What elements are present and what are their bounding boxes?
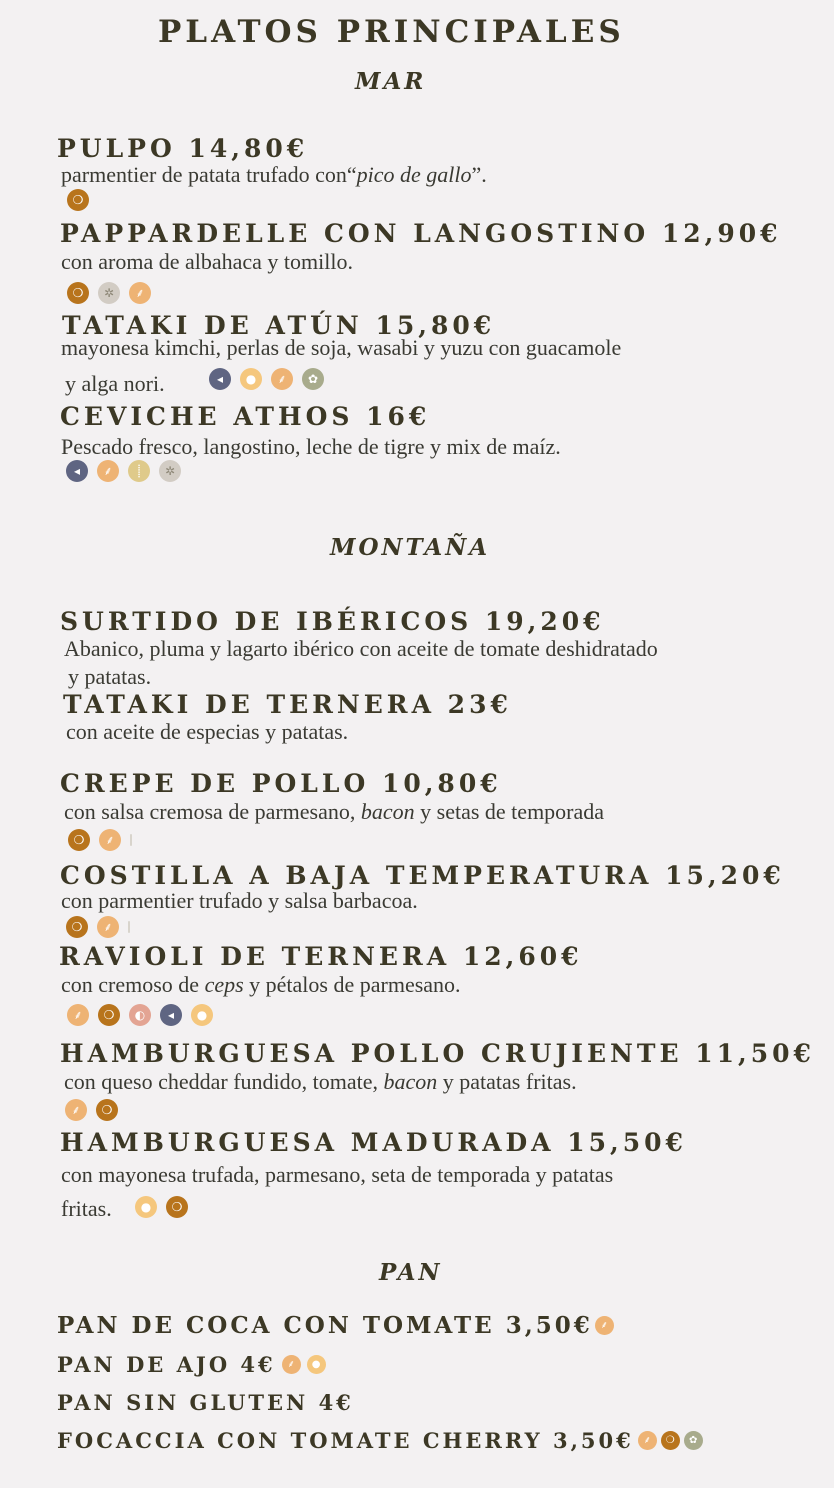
crustacean-icon: ✲ [98,282,120,304]
dish-desc-ceviche: Pescado fresco, langostino, leche de tigre y mix de maíz. [61,434,561,459]
gluten-icon: ⸙ [99,829,121,851]
milk-icon: ❍ [98,1004,120,1026]
milk-icon: ❍ [68,829,90,851]
egg-icon: ● [191,1004,213,1026]
divider-mark [130,834,132,846]
gluten-icon: ⸙ [129,282,151,304]
egg-icon: ● [307,1355,326,1374]
dish-name-tataki-atun: TATAKI DE ATÚN 15,80€ [62,311,496,340]
mustard-icon: ✿ [302,368,324,390]
bread-item-label: FOCACCIA CON TOMATE CHERRY 3,50€ [57,1428,634,1453]
milk-icon: ❍ [67,282,89,304]
milk-icon: ❍ [96,1099,118,1121]
milk-icon: ❍ [67,189,89,211]
fish-icon: ◂ [209,368,231,390]
gluten-icon: ⸙ [97,916,119,938]
soy-icon: ⸽ [128,460,150,482]
dish-desc-pappardelle: con aroma de albahaca y tomillo. [61,249,353,274]
dish-desc-hamburguesa-madurada-1: con mayonesa trufada, parmesano, seta de temporada y patatas [61,1162,614,1187]
dish-name-surtido: SURTIDO DE IBÉRICOS 19,20€ [60,607,605,636]
dish-desc-hamburguesa-pollo: con queso cheddar fundido, tomate, bacon y patatas fritas. [64,1069,577,1094]
dish-desc-tataki-ternera: con aceite de especias y patatas. [66,719,349,744]
gluten-icon: ⸙ [67,1004,89,1026]
bread-item-label: PAN DE AJO 4€ [57,1352,276,1377]
dish-name-hamburguesa-madurada: HAMBURGUESA MADURADA 15,50€ [60,1128,687,1157]
dish-desc-surtido-2: y patatas. [68,664,152,689]
dish-desc-tataki-atun-2: y alga nori. [65,371,165,396]
bread-item-label: PAN DE COCA CON TOMATE 3,50€ [57,1312,593,1339]
divider-mark [128,921,130,933]
dish-name-pappardelle: PAPPARDELLE CON LANGOSTINO 12,90€ [60,219,782,248]
allergens-ceviche [66,460,181,482]
gluten-icon: ⸙ [282,1355,301,1374]
bread-item [57,1428,703,1453]
gluten-icon: ⸙ [97,460,119,482]
dish-name-pulpo: PULPO 14,80€ [57,134,309,163]
milk-icon: ❍ [661,1431,680,1450]
section-title-montana: MONTAÑA [330,534,491,561]
allergens-pappardelle [67,282,151,304]
dish-desc-crepe: con salsa cremosa de parmesano, bacon y setas de temporada [64,799,605,824]
bread-item [57,1312,614,1339]
bread-item-label: PAN SIN GLUTEN 4€ [57,1390,354,1415]
dish-name-hamburguesa-pollo: HAMBURGUESA POLLO CRUJIENTE 11,50€ [60,1039,815,1068]
fish-icon: ◂ [66,460,88,482]
crustacean-icon: ✲ [159,460,181,482]
allergens-crepe [68,829,132,851]
bread-item [57,1390,354,1415]
dish-name-crepe: CREPE DE POLLO 10,80€ [60,769,502,798]
section-title-pan: PAN [379,1259,443,1286]
bread-item [57,1352,326,1377]
allergens-hamburguesa-pollo [65,1099,118,1121]
page-title: PLATOS PRINCIPALES [158,14,625,50]
dish-desc-surtido-1: Abanico, pluma y lagarto ibérico con aceite de tomate deshidratado [64,636,658,661]
allergens-costilla [66,916,130,938]
milk-icon: ❍ [166,1196,188,1218]
egg-icon: ● [240,368,262,390]
allergens-ravioli [67,1004,213,1026]
allergens-hamburguesa-madurada [135,1196,188,1218]
allergens-tataki-atun [209,368,324,390]
dish-name-tataki-ternera: TATAKI DE TERNERA 23€ [63,690,512,719]
mollusc-icon: ◐ [129,1004,151,1026]
egg-icon: ● [135,1196,157,1218]
gluten-icon: ⸙ [271,368,293,390]
section-title-mar: MAR [355,68,427,95]
mustard-icon: ✿ [684,1431,703,1450]
milk-icon: ❍ [66,916,88,938]
gluten-icon: ⸙ [638,1431,657,1450]
dish-name-ceviche: CEVICHE ATHOS 16€ [60,402,431,431]
dish-desc-ravioli: con cremoso de ceps y pétalos de parmesano. [61,972,461,997]
dish-name-ravioli: RAVIOLI DE TERNERA 12,60€ [59,942,583,971]
dish-desc-pulpo: parmentier de patata trufado con“pico de gallo”. [61,162,487,187]
gluten-icon: ⸙ [595,1316,614,1335]
dish-desc-tataki-atun-1: mayonesa kimchi, perlas de soja, wasabi y yuzu con guacamole [61,335,622,360]
allergens-pulpo [67,189,89,211]
dish-desc-costilla: con parmentier trufado y salsa barbacoa. [61,888,418,913]
gluten-icon: ⸙ [65,1099,87,1121]
dish-name-costilla: COSTILLA A BAJA TEMPERATURA 15,20€ [60,861,785,890]
fish-icon: ◂ [160,1004,182,1026]
dish-desc-hamburguesa-madurada-2: fritas. [61,1196,112,1221]
